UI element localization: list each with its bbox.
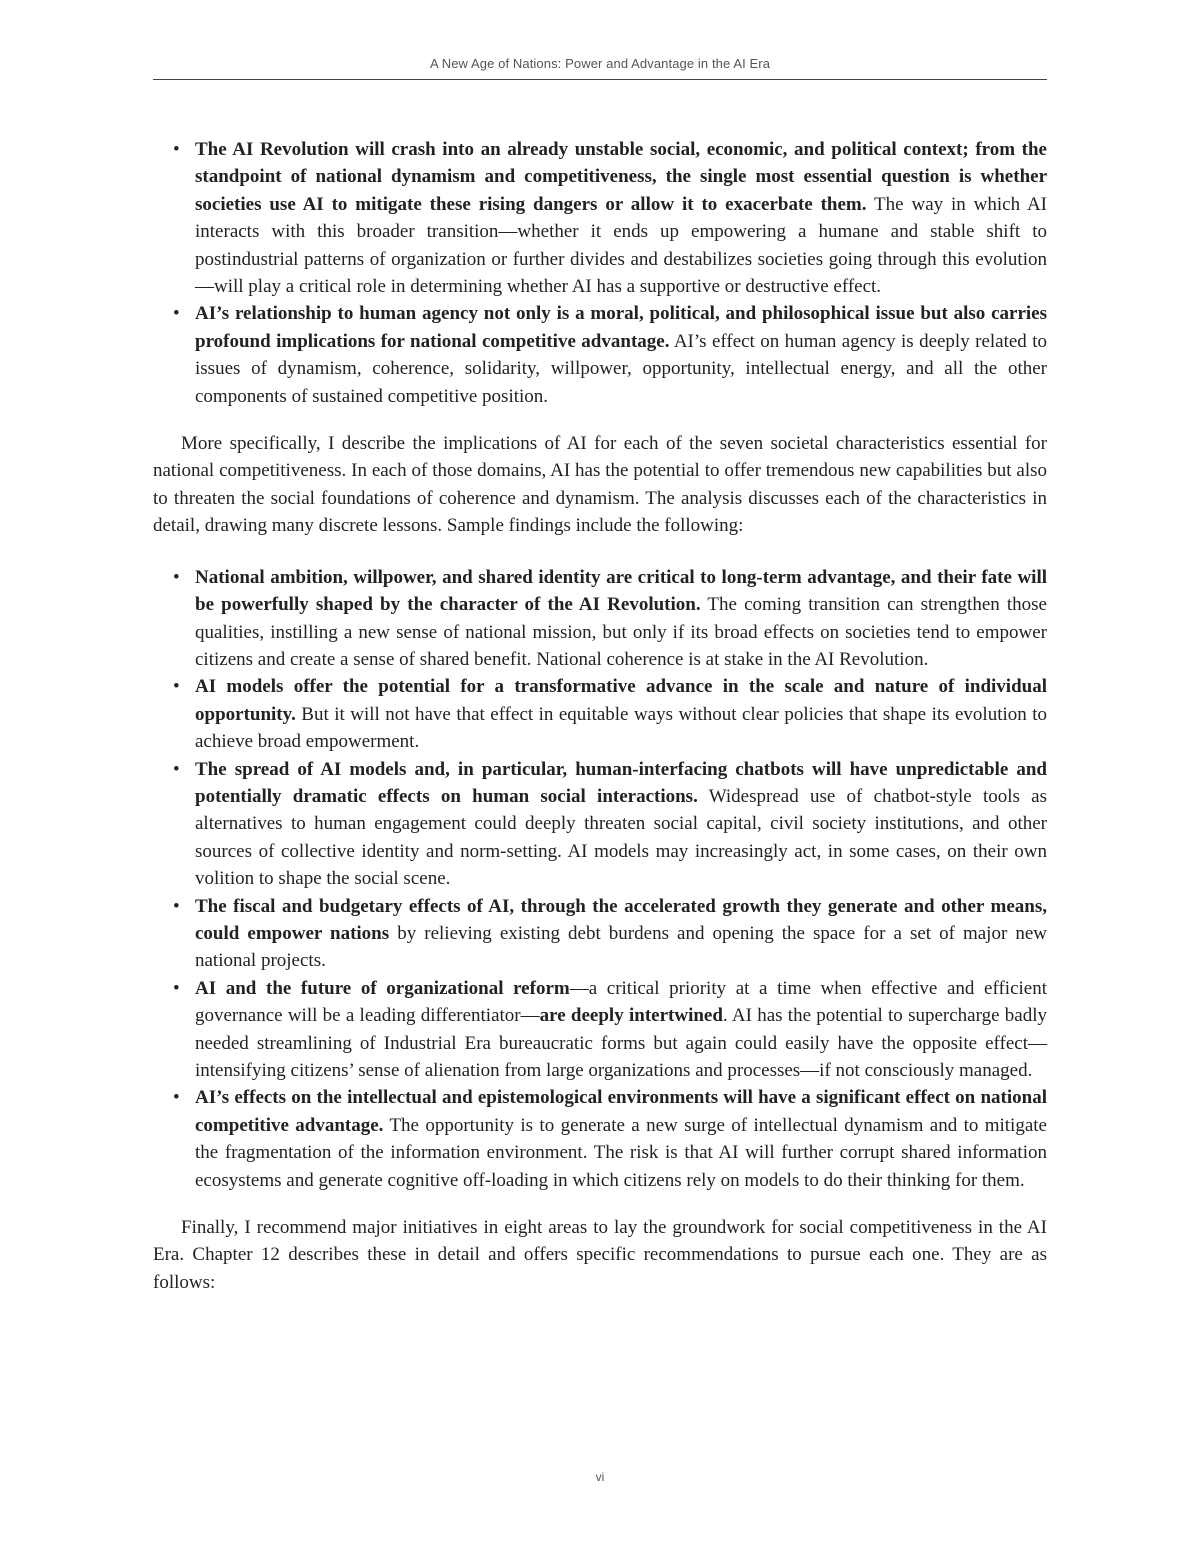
list-item [173, 756, 1047, 893]
bullet-text: . AI has the potential to supercharge badly needed streamlining of Industrial Era bureaucratic forms but again could easily have the opposite effect—intensifying citizens’ sense of alienation from large organizations and processes—if not consciously managed. [195, 1005, 1047, 1081]
bullet-text: by relieving existing debt burdens and opening the space for a set of major new national projects. [195, 922, 1047, 972]
bullet-text: AI’s effect on human agency is deeply related to issues of dynamism, coherence, solidarity, willpower, opportunity, intellectual energy, and all the other components of sustained competitive position. [195, 330, 1047, 407]
paragraph-findings-intro: More specifically, I describe the implications of AI for each of the seven societal characteristics essential for national competitiveness. In each of those domains, AI has the potential to offer tremendous new capabilities but also to threaten the social foundations of coherence and dynamism. The analysis discusses each of the characteristics in detail, drawing many discrete lessons. Sample findings include the following: [153, 433, 1047, 537]
bullet-icon: • [173, 1087, 180, 1109]
header-rule [153, 79, 1047, 80]
bullet-lead: AI models offer the potential for a transformative advance in the scale and nature of individual opportunity. [195, 676, 1047, 725]
bullet-lead: AI and the future of organizational reform [195, 977, 570, 999]
running-head: A New Age of Nations: Power and Advantage in the AI Era [429, 56, 771, 71]
bullet-text: The opportunity is to generate a new surge of intellectual dynamism and to mitigate the fragmentation of the information environment. The risk is that AI will further corrupt shared information ecosystems and generate cognitive off-loading in which citizens rely on models to do their thinking for them. [195, 1114, 1047, 1191]
list-item [173, 300, 1047, 410]
bullet-icon: • [173, 303, 180, 325]
bullet-lead: National ambition, willpower, and shared identity are critical to long-term advantage, and their fate will be powerfully shaped by the character of the AI Revolution. [195, 566, 1047, 616]
bullet-text: The way in which AI interacts with this broader transition—whether it ends up empowering a humane and stable shift to postindustrial patterns of organization or further divides and destabilizes societies going through this evolution—will play a critical role in determining whether AI has a supportive or destructive effect. [195, 193, 1048, 298]
list-item [173, 893, 1047, 975]
bullet-list-top [153, 136, 1047, 410]
bullet-text: The coming transition can strengthen those qualities, instilling a new sense of national mission, but only if its broad effects on societies tend to empower citizens and create a sense of shared benefit. National coherence is at stake in the AI Revolution. [195, 594, 1047, 670]
bullet-text: Widespread use of chatbot-style tools as alternatives to human engagement could deeply threaten social capital, civil society institutions, and other sources of collective identity and norm-setting. AI models may increasingly act, in some cases, on their own volition to shape the social scene. [195, 785, 1047, 890]
bullet-icon: • [173, 676, 180, 698]
bullet-text: —a critical priority at a time when effective and efficient governance will be a leading differentiator— [195, 977, 1047, 1027]
bullet-lead: The AI Revolution will crash into an already unstable social, economic, and political context; from the standpoint of national dynamism and competitiveness, the single most essential question is whether societies use AI to mitigate these rising dangers or allow it to exacerbate them. [195, 139, 1047, 215]
bullet-lead: The spread of AI models and, in particular, human-interfacing chatbots will have unpredictable and potentially dramatic effects on human social interactions. [195, 758, 1047, 807]
list-item [173, 975, 1047, 1085]
list-item [173, 1084, 1047, 1194]
list-item [173, 564, 1047, 674]
bullet-list-findings [153, 564, 1047, 1194]
bullet-icon: • [173, 566, 180, 588]
list-item [173, 136, 1048, 300]
bullet-text: But it will not have that effect in equitable ways without clear policies that shape its evolution to achieve broad empowerment. [195, 703, 1047, 753]
bullet-lead-2: are deeply intertwined [539, 1005, 723, 1027]
bullet-icon: • [173, 139, 180, 160]
bullet-icon: • [173, 758, 180, 780]
page-body [153, 136, 1047, 1296]
paragraph-recommendations-intro: Finally, I recommend major initiatives in eight areas to lay the groundwork for social competitiveness in the AI Era. Chapter 12 describes these in detail and offers specific recommendations to pursue each one. They are as follows: [153, 1217, 1047, 1293]
bullet-lead: AI’s effects on the intellectual and epistemological environments will have a significant effect on national competitive advantage. [195, 1087, 1047, 1136]
bullet-lead: The fiscal and budgetary effects of AI, through the accelerated growth they generate and other means, could empower nations [195, 895, 1047, 944]
bullet-icon: • [173, 895, 180, 917]
list-item [173, 673, 1047, 755]
bullet-lead: AI’s relationship to human agency not only is a moral, political, and philosophical issue but also carries profound implications for national competitive advantage. [195, 303, 1047, 352]
page-number: vi [595, 1470, 605, 1484]
bullet-icon: • [173, 977, 180, 999]
